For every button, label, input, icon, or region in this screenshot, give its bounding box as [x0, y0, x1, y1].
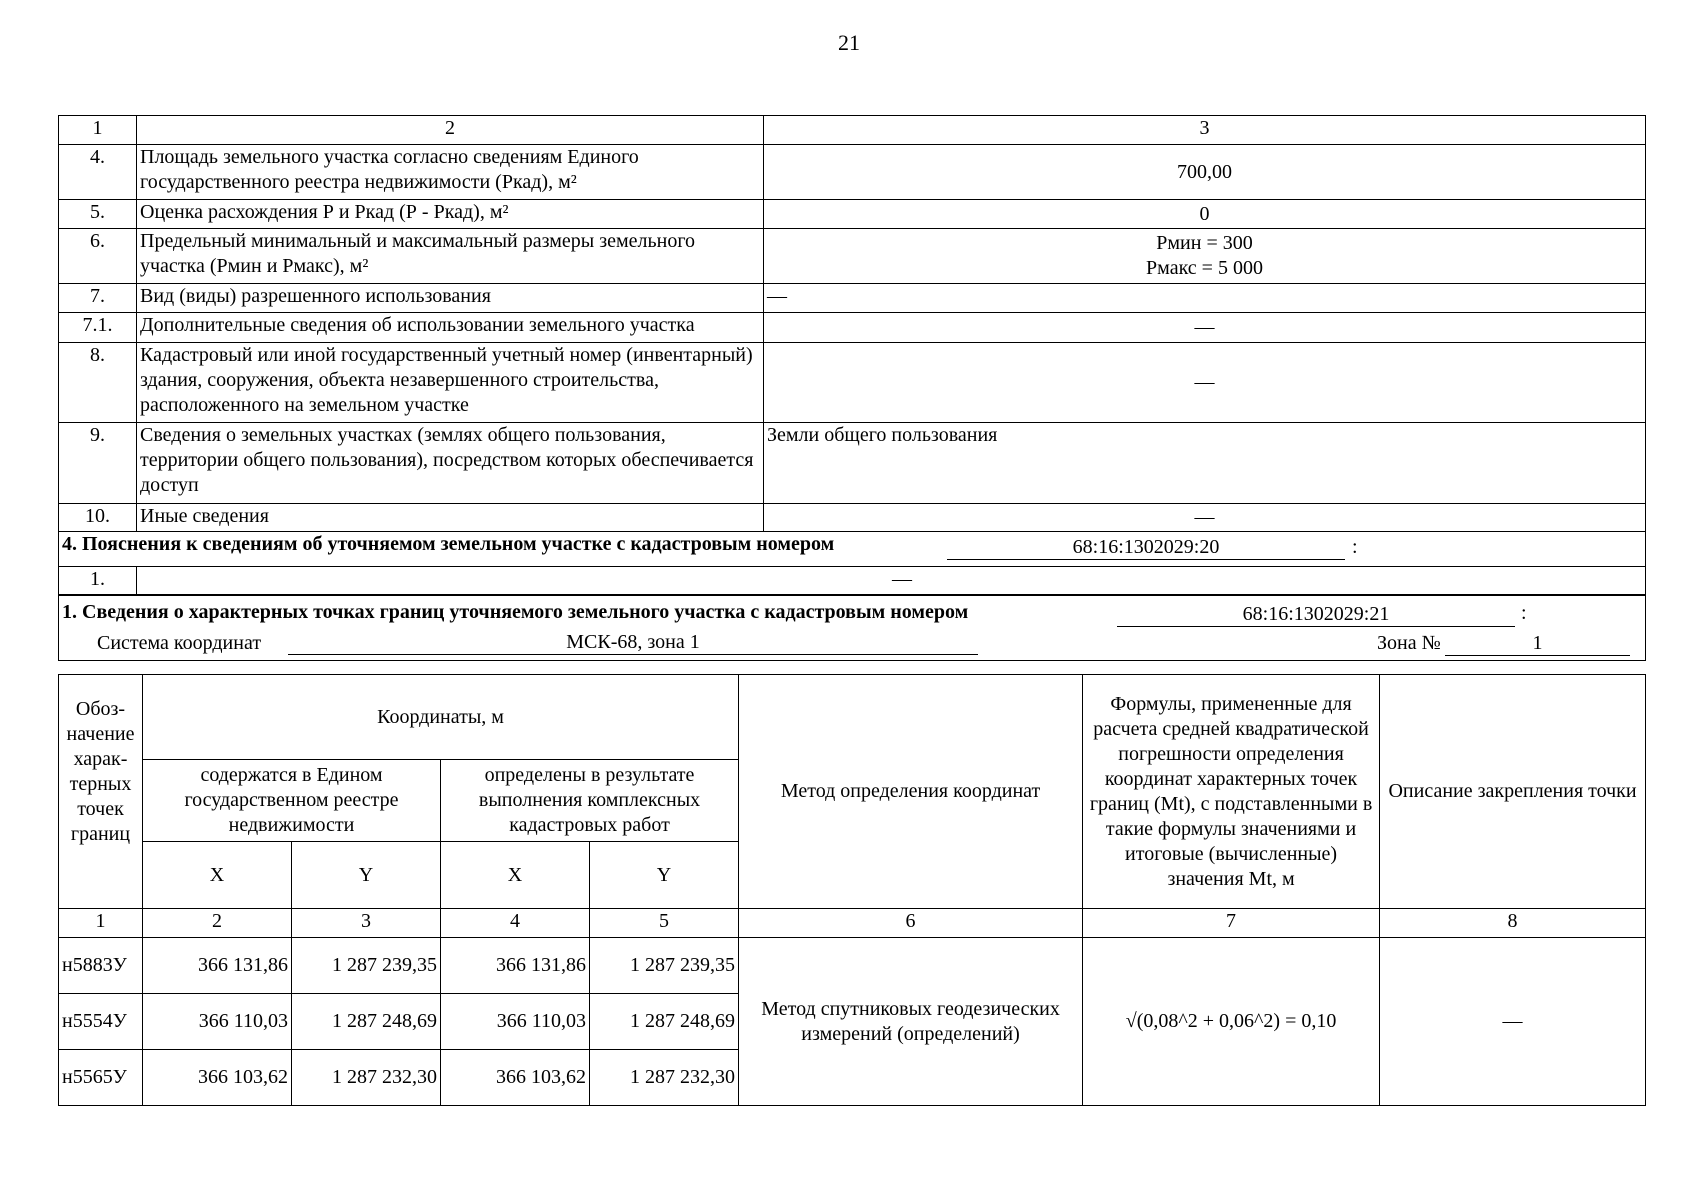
row-label: Вид (виды) разрешенного использования	[137, 284, 764, 313]
row-number: 7.	[59, 284, 137, 313]
point-name: н5883У	[59, 938, 143, 994]
col-kkr-header: определены в результате выполнения комплексных кадастровых работ	[441, 760, 739, 842]
col-number: 3	[292, 909, 441, 938]
row-label: Иные сведения	[137, 504, 764, 532]
col-coords-header: Координаты, м	[143, 675, 739, 760]
section4-cadastral-number: 68:16:1302029:20	[947, 535, 1345, 560]
row-label: Сведения о земельных участках (землях общего пользования, территории общего пользования), посредством которых обеспечивается доступ	[137, 423, 764, 504]
section1-title: 1. Сведения о характерных точках границ уточняемого земельного участка с кадастровым номером	[62, 600, 969, 623]
table-row	[59, 145, 1646, 200]
col-egrn-header: содержатся в Едином государственном реестре недвижимости	[143, 760, 441, 842]
header-col-3: 3	[764, 116, 1646, 145]
point-x-kkr: 366 103,62	[441, 1050, 590, 1106]
section4-row	[59, 567, 1646, 595]
table-row	[59, 423, 1646, 504]
description-cell: —	[1380, 938, 1646, 1106]
header-col-1: 1	[59, 116, 137, 145]
section1-colon: :	[1521, 601, 1527, 624]
col-number: 6	[739, 909, 1083, 938]
row-number: 10.	[59, 504, 137, 532]
land-info-table	[58, 115, 1646, 661]
point-x-kkr: 366 131,86	[441, 938, 590, 994]
point-y-kkr: 1 287 232,30	[590, 1050, 739, 1106]
table-row	[59, 938, 1646, 994]
row-number: 7.1.	[59, 313, 137, 343]
zone-label: Зона №	[1377, 631, 1441, 654]
table-row	[59, 343, 1646, 423]
row-label: Кадастровый или иной государственный учетный номер (инвентарный) здания, сооружения, объекта незавершенного строительства, расположенного на земельном участке	[137, 343, 764, 423]
formula-cell: √(0,08^2 + 0,06^2) = 0,10	[1083, 938, 1380, 1106]
method-cell: Метод спутниковых геодезических измерений (определений)	[739, 938, 1083, 1106]
col-number: 1	[59, 909, 143, 938]
row-label: Оценка расхождения Р и Ркад (Р - Ркад), м²	[137, 200, 764, 229]
header-col-2: 2	[137, 116, 764, 145]
section1-header	[59, 595, 1646, 661]
col-x1-header: X	[143, 842, 292, 909]
point-x-egrn: 366 110,03	[143, 994, 292, 1050]
row-value: —	[764, 504, 1646, 532]
col-desc-header: Описание закрепления точки	[1380, 675, 1646, 909]
row-label: Предельный минимальный и максимальный размеры земельного участка (Рмин и Рмакс), м²	[137, 229, 764, 284]
point-name: н5565У	[59, 1050, 143, 1106]
row-number: 1.	[59, 567, 137, 595]
row-number: 5.	[59, 200, 137, 229]
max-size-value: Рмакс = 5 000	[1146, 257, 1263, 279]
point-y-egrn: 1 287 232,30	[292, 1050, 441, 1106]
coord-system-label: Система координат	[97, 631, 262, 654]
point-x-egrn: 366 103,62	[143, 1050, 292, 1106]
point-y-kkr: 1 287 248,69	[590, 994, 739, 1050]
row-value: 0	[764, 200, 1646, 229]
col-x2-header: X	[441, 842, 590, 909]
col-number: 7	[1083, 909, 1380, 938]
row-number: 8.	[59, 343, 137, 423]
row-label: Площадь земельного участка согласно сведениям Единого государственного реестра недвижимости (Ркад), м²	[137, 145, 764, 200]
boundary-points-table	[58, 674, 1646, 1106]
table-row	[59, 284, 1646, 313]
row-value: —	[764, 313, 1646, 343]
section4-title: 4. Пояснения к сведениям об уточняемом земельном участке с кадастровым номером	[62, 533, 835, 555]
point-x-egrn: 366 131,86	[143, 938, 292, 994]
section4-colon: :	[1352, 536, 1358, 558]
header-row	[59, 116, 1646, 145]
row-label: Дополнительные сведения об использовании земельного участка	[137, 313, 764, 343]
col-method-header: Метод определения координат	[739, 675, 1083, 909]
col-designation-header: Обоз- начение харак- терных точек границ	[59, 675, 143, 909]
point-y-egrn: 1 287 248,69	[292, 994, 441, 1050]
point-name: н5554У	[59, 994, 143, 1050]
row-value: 700,00	[764, 145, 1646, 200]
col-number: 5	[590, 909, 739, 938]
row-value: —	[764, 343, 1646, 423]
zone-value: 1	[1445, 631, 1630, 656]
point-y-kkr: 1 287 239,35	[590, 938, 739, 994]
row-number: 4.	[59, 145, 137, 200]
col-number: 2	[143, 909, 292, 938]
row-number: 6.	[59, 229, 137, 284]
point-y-egrn: 1 287 239,35	[292, 938, 441, 994]
row-value: —	[137, 567, 1646, 595]
row-value	[764, 229, 1646, 284]
row-value: Земли общего пользования	[764, 423, 1646, 504]
min-size-value: Рмин = 300	[1156, 232, 1253, 254]
section1-cadastral-number: 68:16:1302029:21	[1117, 602, 1515, 627]
col-number: 4	[441, 909, 590, 938]
col-number: 8	[1380, 909, 1646, 938]
row-number: 9.	[59, 423, 137, 504]
col-y1-header: Y	[292, 842, 441, 909]
table-row	[59, 229, 1646, 284]
table-row	[59, 504, 1646, 532]
coord-system-value: МСК-68, зона 1	[288, 630, 978, 655]
page-number: 21	[838, 30, 860, 55]
table-row	[59, 313, 1646, 343]
row-value: —	[764, 284, 1646, 313]
point-x-kkr: 366 110,03	[441, 994, 590, 1050]
section4-header	[59, 532, 1646, 567]
column-numbers-row	[59, 909, 1646, 938]
table-row	[59, 200, 1646, 229]
col-y2-header: Y	[590, 842, 739, 909]
col-formula-header: Формулы, примененные для расчета средней квадратической погрешности определения координат характерных точек границ (Mt), с подставленными в такие формулы значениями и итоговые (вычисленные) значения Mt, м	[1083, 675, 1380, 909]
